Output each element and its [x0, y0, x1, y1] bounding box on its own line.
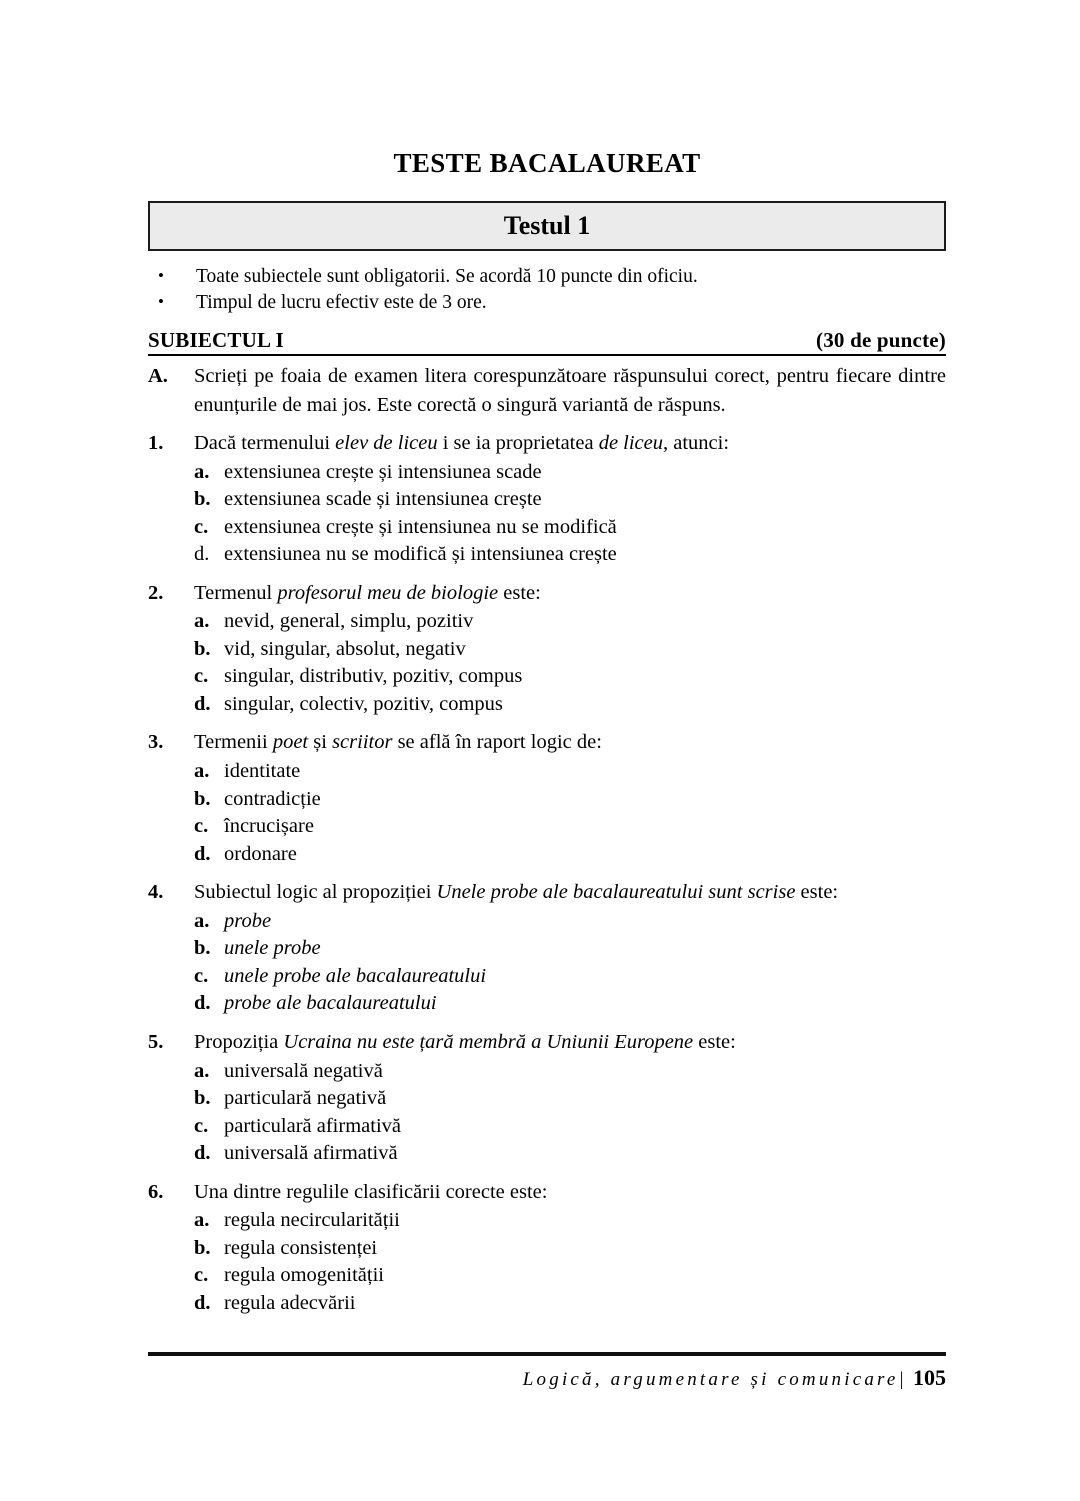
- option-text: contradicție: [224, 787, 321, 810]
- option-text: extensiunea crește și intensiunea scade: [224, 460, 542, 483]
- question-stem: [194, 1029, 946, 1057]
- exam-note-item: [148, 264, 946, 290]
- question-option[interactable]: [194, 935, 946, 962]
- question-stem-text: este:: [693, 1030, 736, 1053]
- exam-note-text: Toate subiectele sunt obligatorii. Se acordă 10 puncte din oficiu.: [196, 266, 698, 288]
- question-option[interactable]: [194, 514, 946, 541]
- option-key: b.: [194, 787, 211, 810]
- option-text: unele probe ale bacalaureatului: [224, 964, 487, 987]
- question-stem-emphasis: de liceu: [598, 431, 664, 454]
- option-text: identitate: [224, 760, 301, 783]
- question-option[interactable]: [194, 636, 946, 663]
- option-text: particulară afirmativă: [224, 1114, 401, 1137]
- test-title-label: Testul 1: [503, 211, 591, 241]
- question-option[interactable]: [194, 541, 946, 568]
- option-text: probe: [224, 909, 272, 932]
- section-a-text: Scrieți pe foaia de examen litera corespunzătoare răspunsului corect, pentru fiecare dintre enunțurile de mai jos. Este corectă o singură variantă de răspuns.: [194, 365, 946, 416]
- option-key: b.: [194, 488, 211, 511]
- exam-notes-list: [148, 264, 946, 316]
- subject-label: SUBIECTUL I: [148, 328, 284, 353]
- option-text: regula consistenței: [224, 1236, 378, 1259]
- option-text: probe ale bacalaureatului: [224, 992, 437, 1015]
- question-options: [194, 1207, 946, 1317]
- question-options: [194, 608, 946, 718]
- question-stem-text: Dacă termenului: [194, 431, 336, 454]
- question-number: 4.: [148, 881, 164, 904]
- question-block: [148, 430, 946, 569]
- option-key: b.: [194, 637, 211, 660]
- question-option[interactable]: [194, 758, 946, 785]
- question-body: [194, 580, 946, 719]
- question-stem: [194, 879, 946, 907]
- footer-book-title: Logică, argumentare și comunicare|: [522, 1369, 907, 1390]
- question-option[interactable]: [194, 990, 946, 1017]
- section-a-letter: A.: [148, 365, 168, 388]
- option-key: a.: [194, 1059, 210, 1082]
- question-stem-text: Una dintre regulile clasificării corecte este:: [194, 1180, 548, 1203]
- question-option[interactable]: [194, 813, 946, 840]
- question-stem-text: Subiectul logic al propoziției: [194, 881, 437, 904]
- question-body: [194, 729, 946, 868]
- section-a: [148, 362, 946, 419]
- option-key: c.: [194, 665, 209, 688]
- question-stem-emphasis: scriitor: [332, 731, 393, 754]
- question-stem: [194, 580, 946, 608]
- question-stem-text: se află în raport logic de:: [392, 731, 602, 754]
- question-number: 3.: [148, 731, 164, 754]
- option-text: extensiunea scade și intensiunea crește: [224, 488, 542, 511]
- option-key: d.: [194, 842, 211, 865]
- question-block: [148, 729, 946, 868]
- option-text: regula adecvării: [224, 1291, 356, 1314]
- question-number: 5.: [148, 1030, 164, 1053]
- option-key: c.: [194, 815, 209, 838]
- question-body: [194, 430, 946, 569]
- question-option[interactable]: [194, 1207, 946, 1234]
- question-options: [194, 758, 946, 868]
- option-key: b.: [194, 1087, 211, 1110]
- option-text: universală afirmativă: [224, 1142, 398, 1165]
- subject-header: [148, 328, 946, 356]
- page-content: [148, 0, 946, 1317]
- option-text: nevid, general, simplu, pozitiv: [224, 610, 474, 633]
- option-key: d.: [194, 1291, 211, 1314]
- question-options: [194, 459, 946, 569]
- option-text: universală negativă: [224, 1059, 383, 1082]
- question-option[interactable]: [194, 841, 946, 868]
- option-text: extensiunea nu se modifică și intensiunea crește: [224, 543, 617, 566]
- question-stem-emphasis: Unele probe ale bacalaureatului sunt scrise: [436, 881, 796, 904]
- question-option[interactable]: [194, 691, 946, 718]
- questions-container: [148, 430, 946, 1318]
- question-number: 1.: [148, 431, 164, 454]
- option-key: a.: [194, 460, 210, 483]
- footer-text: [148, 1365, 946, 1391]
- question-number: 6.: [148, 1180, 164, 1203]
- option-text: ordonare: [224, 842, 297, 865]
- question-option[interactable]: [194, 786, 946, 813]
- option-text: particulară negativă: [224, 1087, 387, 1110]
- question-stem-text: este:: [498, 581, 541, 604]
- footer-page-number: 105: [913, 1365, 946, 1390]
- exam-note-item: [148, 290, 946, 316]
- question-option[interactable]: [194, 1140, 946, 1167]
- option-text: singular, distributiv, pozitiv, compus: [224, 665, 523, 688]
- option-key: a.: [194, 610, 210, 633]
- question-stem: [194, 729, 946, 757]
- question-stem-emphasis: profesorul meu de biologie: [277, 581, 499, 604]
- option-text: unele probe: [224, 937, 321, 960]
- question-option[interactable]: [194, 1235, 946, 1262]
- question-option[interactable]: [194, 663, 946, 690]
- question-block: [148, 1029, 946, 1168]
- question-body: [194, 1029, 946, 1168]
- option-text: încrucișare: [224, 815, 314, 838]
- question-option[interactable]: [194, 908, 946, 935]
- question-option[interactable]: [194, 486, 946, 513]
- footer-divider: [148, 1352, 946, 1356]
- test-title-box: [148, 201, 946, 251]
- option-text: extensiunea crește și intensiunea nu se modifică: [224, 515, 617, 538]
- option-key: a.: [194, 760, 210, 783]
- option-key: b.: [194, 1236, 211, 1259]
- question-option[interactable]: [194, 1113, 946, 1140]
- page-footer: [148, 1352, 946, 1391]
- question-stem-text: este:: [795, 881, 839, 904]
- option-key: c.: [194, 964, 209, 987]
- question-option[interactable]: [194, 608, 946, 635]
- option-key: d.: [194, 692, 211, 715]
- question-stem-emphasis: Ucraina nu este țară membră a Uniunii Europene: [283, 1030, 694, 1053]
- question-stem: [194, 1179, 946, 1207]
- option-key: a.: [194, 909, 210, 932]
- question-options: [194, 908, 946, 1018]
- option-key: d.: [194, 992, 211, 1015]
- option-key: a.: [194, 1209, 210, 1232]
- question-block: [148, 580, 946, 719]
- question-body: [194, 1179, 946, 1318]
- question-stem-emphasis: poet: [272, 731, 309, 754]
- option-key: c.: [194, 515, 209, 538]
- bullet-icon: •: [158, 266, 164, 286]
- question-option[interactable]: [194, 1262, 946, 1289]
- question-option[interactable]: [194, 459, 946, 486]
- exam-note-text: Timpul de lucru efectiv este de 3 ore.: [196, 292, 487, 314]
- question-stem-emphasis: elev de liceu: [335, 431, 438, 454]
- question-stem-text: Termenii: [194, 731, 273, 754]
- question-stem-text: Termenul: [194, 581, 278, 604]
- page-title: TESTE BACALAUREAT: [393, 148, 701, 178]
- question-stem-text: i se ia proprietatea: [437, 431, 599, 454]
- question-number: 2.: [148, 581, 164, 604]
- question-option[interactable]: [194, 963, 946, 990]
- question-stem: [194, 430, 946, 458]
- question-options: [194, 1058, 946, 1168]
- bullet-icon: •: [158, 292, 164, 312]
- option-key: c.: [194, 1264, 209, 1287]
- option-text: regula necircularității: [224, 1209, 400, 1232]
- question-block: [148, 879, 946, 1018]
- question-option[interactable]: [194, 1290, 946, 1317]
- option-key: b.: [194, 937, 211, 960]
- subject-points: (30 de puncte): [816, 328, 946, 353]
- question-body: [194, 879, 946, 1018]
- option-key: c.: [194, 1114, 209, 1137]
- question-block: [148, 1179, 946, 1318]
- question-stem-text: , atunci:: [663, 431, 730, 454]
- question-option[interactable]: [194, 1085, 946, 1112]
- question-stem-text: Propoziția: [194, 1030, 284, 1053]
- option-text: singular, colectiv, pozitiv, compus: [224, 692, 503, 715]
- option-text: vid, singular, absolut, negativ: [224, 637, 466, 660]
- question-stem-text: și: [308, 731, 333, 754]
- option-text: regula omogenității: [224, 1264, 384, 1287]
- option-key: d.: [194, 543, 210, 566]
- option-key: d.: [194, 1142, 211, 1165]
- question-option[interactable]: [194, 1058, 946, 1085]
